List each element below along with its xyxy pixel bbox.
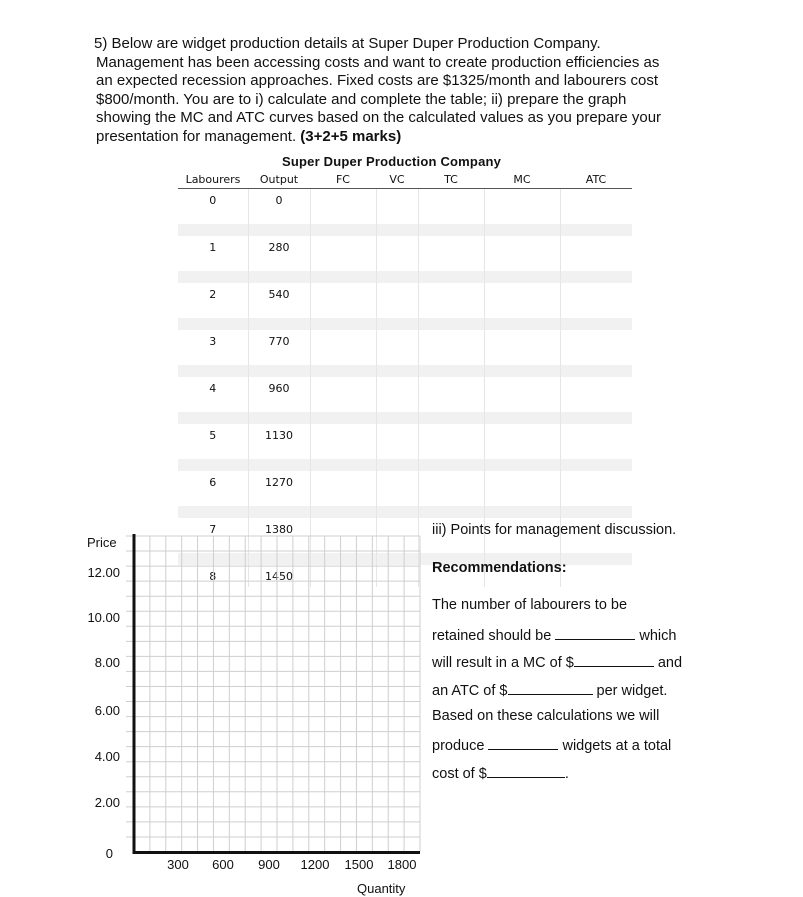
notes-line-2a: retained should be [432, 628, 552, 644]
table-spacer-cell [310, 446, 376, 459]
labourers-cell: 8 [209, 569, 217, 583]
tc-cell[interactable] [418, 330, 484, 352]
labourers-cell: 1 [209, 240, 217, 254]
vc-cell[interactable] [376, 424, 418, 446]
table-spacer-cell [376, 493, 418, 506]
table-spacer-cell [484, 365, 560, 378]
table-spacer-cell [418, 258, 484, 271]
table-spacer-cell [248, 446, 310, 459]
notes-line-2b: which [639, 628, 677, 644]
table-spacer-cell [484, 352, 560, 365]
tc-cell[interactable] [418, 283, 484, 305]
fc-cell[interactable] [310, 377, 376, 399]
table-spacer-cell [248, 318, 310, 331]
table-spacer-row [178, 258, 632, 271]
table-spacer-cell [310, 365, 376, 378]
table-spacer-cell [484, 506, 560, 519]
table-spacer-cell [560, 258, 632, 271]
table-spacer-cell [248, 271, 310, 284]
table-spacer-cell [560, 412, 632, 425]
notes-line-6b: widgets at a total [562, 738, 672, 754]
table-spacer-cell [484, 305, 560, 318]
table-spacer-cell [418, 493, 484, 506]
table-spacer-row [178, 318, 632, 331]
question-line-4: $800/month. You are to i) calculate and complete the table; ii) prepare the graph [96, 90, 627, 108]
y-axis-label: Price [87, 535, 117, 550]
table-spacer-cell [248, 211, 310, 224]
table-spacer-row [178, 493, 632, 506]
table-spacer-cell [484, 540, 560, 553]
header-mc: MC [484, 171, 560, 189]
table-spacer-cell [484, 493, 560, 506]
atc-cell[interactable] [560, 565, 632, 587]
table-spacer-cell [560, 459, 632, 472]
atc-blank[interactable] [508, 680, 593, 695]
notes-line-5: Based on these calculations we will [432, 708, 660, 724]
table-spacer-cell [310, 224, 376, 237]
table-spacer-cell [178, 412, 248, 425]
table-spacer-row [178, 352, 632, 365]
question-line-1: 5) Below are widget production details at Super Duper Production Company. [94, 35, 601, 52]
notes-line-3a: will result in a MC of $ [432, 655, 574, 671]
vc-cell[interactable] [376, 283, 418, 305]
table-spacer-cell [418, 412, 484, 425]
y-tick-label: 4.00 [94, 749, 120, 764]
table-spacer-cell [418, 399, 484, 412]
table-spacer-cell [248, 493, 310, 506]
output-cell: 280 [248, 236, 310, 258]
x-tick-label: 1200 [300, 857, 330, 872]
table-row [178, 424, 632, 446]
notes-line-4a: an ATC of $ [432, 683, 508, 699]
table-spacer-cell [376, 506, 418, 519]
table-spacer-cell [376, 318, 418, 331]
table-spacer-row [178, 506, 632, 519]
x-tick-label: 1800 [387, 857, 417, 872]
mc-cell[interactable] [484, 236, 560, 258]
notes-line-4b: per widget. [596, 683, 668, 699]
table-spacer-cell [560, 318, 632, 331]
atc-cell[interactable] [560, 189, 632, 212]
mc-cell[interactable] [484, 377, 560, 399]
table-spacer-cell [248, 258, 310, 271]
fc-cell[interactable] [310, 471, 376, 493]
table-spacer-cell [178, 493, 248, 506]
table-row [178, 236, 632, 258]
table-spacer-cell [376, 412, 418, 425]
table-spacer-cell [248, 365, 310, 378]
y-tick-label: 2.00 [94, 795, 120, 810]
table-spacer-cell [376, 446, 418, 459]
table-spacer-cell [376, 211, 418, 224]
table-header-row [178, 171, 632, 189]
table-spacer-cell [248, 352, 310, 365]
table-spacer-row [178, 271, 632, 284]
table-spacer-cell [418, 224, 484, 237]
table-spacer-cell [178, 318, 248, 331]
notes-line-7 [432, 763, 569, 782]
question-text [94, 35, 734, 146]
output-cell: 770 [248, 330, 310, 352]
vc-cell[interactable] [376, 236, 418, 258]
table-spacer-cell [178, 459, 248, 472]
cost-graph [0, 530, 430, 897]
table-spacer-cell [178, 305, 248, 318]
table-spacer-cell [178, 258, 248, 271]
table-spacer-cell [560, 446, 632, 459]
atc-cell[interactable] [560, 377, 632, 399]
atc-cell[interactable] [560, 424, 632, 446]
mc-cell[interactable] [484, 283, 560, 305]
table-spacer-cell [560, 271, 632, 284]
table-spacer-cell [178, 271, 248, 284]
table-spacer-cell [310, 352, 376, 365]
table-spacer-cell [376, 352, 418, 365]
total-cost-blank[interactable] [487, 763, 565, 778]
vc-cell[interactable] [376, 330, 418, 352]
table-spacer-row [178, 211, 632, 224]
table-spacer-cell [418, 365, 484, 378]
table-spacer-row [178, 305, 632, 318]
vc-cell[interactable] [376, 377, 418, 399]
x-tick-label: 1500 [344, 857, 374, 872]
table-spacer-cell [560, 211, 632, 224]
table-spacer-cell [484, 271, 560, 284]
table-spacer-cell [418, 446, 484, 459]
notes-line-3 [432, 652, 682, 671]
table-spacer-cell [178, 399, 248, 412]
table-spacer-cell [310, 459, 376, 472]
output-cell: 540 [248, 283, 310, 305]
y-tick-label: 12.00 [87, 565, 120, 580]
x-axis-label: Quantity [357, 881, 406, 896]
mc-cell[interactable] [484, 471, 560, 493]
table-spacer-cell [178, 224, 248, 237]
vc-cell[interactable] [376, 189, 418, 212]
table-spacer-cell [560, 399, 632, 412]
table-spacer-row [178, 365, 632, 378]
output-cell: 960 [248, 377, 310, 399]
header-fc: FC [310, 171, 376, 189]
table-spacer-cell [484, 224, 560, 237]
notes-line-6 [432, 735, 671, 754]
header-tc: TC [418, 171, 484, 189]
table-spacer-row [178, 224, 632, 237]
y-tick-label: 0 [105, 846, 113, 861]
notes-line-4 [432, 680, 667, 699]
table-row [178, 189, 632, 212]
vc-cell[interactable] [376, 471, 418, 493]
y-tick-label: 10.00 [87, 610, 120, 625]
graph-grid [126, 536, 420, 852]
table-spacer-cell [376, 399, 418, 412]
notes-line-7a: cost of $ [432, 766, 487, 782]
table-spacer-cell [484, 459, 560, 472]
table-spacer-cell [560, 224, 632, 237]
table-spacer-cell [248, 305, 310, 318]
atc-cell[interactable] [560, 471, 632, 493]
tc-cell[interactable] [418, 236, 484, 258]
table-spacer-cell [178, 506, 248, 519]
table-spacer-cell [418, 506, 484, 519]
table-spacer-cell [310, 318, 376, 331]
table-spacer-cell [178, 352, 248, 365]
fc-cell[interactable] [310, 236, 376, 258]
x-tick-labels [167, 857, 416, 872]
table-spacer-row [178, 459, 632, 472]
labourers-cell: 2 [209, 287, 217, 301]
notes-line-3b: and [657, 655, 683, 671]
fc-cell[interactable] [310, 283, 376, 305]
table-spacer-cell [376, 305, 418, 318]
table-spacer-cell [418, 318, 484, 331]
table-row [178, 330, 632, 352]
atc-cell[interactable] [560, 236, 632, 258]
table-spacer-cell [310, 493, 376, 506]
notes-line-6a: produce [432, 738, 485, 754]
tc-cell[interactable] [418, 377, 484, 399]
table-spacer-cell [310, 399, 376, 412]
table-spacer-cell [310, 506, 376, 519]
table-row [178, 283, 632, 305]
header-output: Output [248, 171, 310, 189]
table-row [178, 471, 632, 493]
notes-line-2 [432, 625, 676, 644]
tc-cell[interactable] [418, 189, 484, 212]
table-spacer-cell [484, 258, 560, 271]
table-spacer-cell [418, 305, 484, 318]
table-spacer-cell [376, 258, 418, 271]
atc-cell[interactable] [560, 283, 632, 305]
table-spacer-cell [248, 506, 310, 519]
table-spacer-cell [484, 446, 560, 459]
labourers-cell: 0 [209, 193, 217, 207]
table-spacer-cell [376, 365, 418, 378]
output-cell: 1130 [248, 424, 310, 446]
labourers-cell: 5 [209, 428, 217, 442]
table-spacer-cell [560, 506, 632, 519]
notes-line-1: The number of labourers to be [432, 597, 628, 613]
table-spacer-cell [560, 305, 632, 318]
table-spacer-cell [310, 305, 376, 318]
table-spacer-cell [178, 365, 248, 378]
table-spacer-row [178, 399, 632, 412]
table-spacer-cell [418, 352, 484, 365]
table-spacer-cell [376, 224, 418, 237]
header-labourers: Labourers [178, 171, 248, 189]
table-spacer-cell [418, 211, 484, 224]
mc-blank[interactable] [574, 652, 654, 667]
labourers-cell: 7 [209, 522, 217, 536]
labourers-cell: 3 [209, 334, 217, 348]
table-row [178, 377, 632, 399]
notes-heading: iii) Points for management discussion. [432, 522, 677, 538]
table-spacer-cell [560, 493, 632, 506]
table-spacer-cell [376, 271, 418, 284]
table-title: Super Duper Production Company [282, 154, 502, 169]
y-tick-labels [87, 565, 120, 861]
question-line-5: showing the MC and ATC curves based on the calculated values as you prepare your [96, 109, 662, 126]
y-tick-label: 6.00 [94, 703, 120, 718]
output-cell: 0 [248, 189, 310, 212]
question-line-6 [94, 128, 734, 147]
table-spacer-cell [560, 540, 632, 553]
table-spacer-cell [248, 399, 310, 412]
question-line-3: an expected recession approaches. Fixed costs are $1325/month and labourers cost [96, 72, 659, 89]
table-spacer-cell [248, 224, 310, 237]
table-spacer-cell [560, 365, 632, 378]
table-spacer-cell [560, 352, 632, 365]
fc-cell[interactable] [310, 330, 376, 352]
output-cell: 1270 [248, 471, 310, 493]
table-spacer-cell [310, 412, 376, 425]
table-spacer-cell [484, 211, 560, 224]
table-spacer-cell [178, 446, 248, 459]
table-spacer-cell [310, 271, 376, 284]
notes-line-7b: . [564, 766, 569, 782]
widgets-blank[interactable] [488, 735, 558, 750]
marks-label: (3+2+5 marks) [300, 127, 402, 145]
mc-cell[interactable] [484, 330, 560, 352]
fc-cell[interactable] [310, 189, 376, 212]
header-vc: VC [376, 171, 418, 189]
table-spacer-cell [418, 459, 484, 472]
x-tick-label: 300 [167, 857, 189, 872]
mc-cell[interactable] [484, 189, 560, 212]
output-cell: 1380 [248, 518, 310, 540]
table-spacer-cell [484, 412, 560, 425]
labourers-blank[interactable] [555, 625, 635, 640]
atc-cell[interactable] [560, 330, 632, 352]
output-cell: 1450 [248, 565, 310, 587]
labourers-cell: 4 [209, 381, 217, 395]
table-spacer-cell [310, 211, 376, 224]
table-spacer-cell [178, 211, 248, 224]
table-spacer-cell [248, 459, 310, 472]
labourers-cell: 6 [209, 475, 217, 489]
header-atc: ATC [560, 171, 632, 189]
x-tick-label: 600 [212, 857, 234, 872]
table-spacer-cell [376, 459, 418, 472]
question-line-6-text: presentation for management. [96, 127, 301, 145]
table-spacer-cell [418, 271, 484, 284]
table-spacer-row [178, 446, 632, 459]
y-tick-label: 8.00 [94, 655, 120, 670]
recommendations-heading: Recommendations: [432, 560, 567, 576]
table-spacer-cell [484, 318, 560, 331]
table-spacer-cell [484, 399, 560, 412]
table-spacer-cell [560, 553, 632, 566]
tc-cell[interactable] [418, 424, 484, 446]
x-tick-label: 900 [258, 857, 280, 872]
fc-cell[interactable] [310, 424, 376, 446]
table-spacer-cell [310, 258, 376, 271]
table-spacer-row [178, 412, 632, 425]
question-line-2: Management has been accessing costs and want to create production efficiencies as [96, 53, 660, 71]
mc-cell[interactable] [484, 424, 560, 446]
table-spacer-cell [248, 412, 310, 425]
tc-cell[interactable] [418, 471, 484, 493]
